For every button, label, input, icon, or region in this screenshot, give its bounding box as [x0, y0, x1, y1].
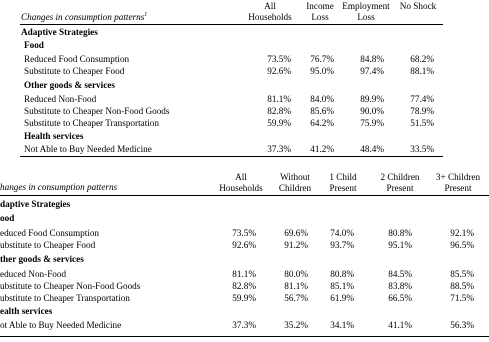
cell-2-children: 84.5% [388, 269, 412, 279]
cell-3plus-children: 92.1% [450, 228, 474, 238]
col-header-all-households [242, 1, 298, 23]
table-row [0, 320, 489, 332]
cell-all-households: 81.1% [232, 269, 256, 279]
cell-without-children: 80.0% [284, 269, 308, 279]
row-label: educed Non-Food [0, 269, 67, 279]
cell-all-households: 92.6% [232, 240, 256, 250]
cell-no-shock: 78.9% [410, 106, 434, 116]
table-row [0, 281, 489, 293]
col-header-income-loss [300, 1, 340, 23]
row-label: Substitute to Cheaper Transportation [24, 118, 159, 128]
cell-1-child: 61.9% [330, 293, 354, 303]
table-caption [21, 12, 147, 23]
cell-1-child: 80.8% [330, 269, 354, 279]
footnote-marker: 1 [144, 11, 148, 18]
col-header-line1: 2 Children [380, 172, 420, 182]
group-title-health: ealth services [0, 306, 53, 316]
col-header-line2: Loss [357, 12, 375, 22]
cell-3plus-children: 85.5% [450, 269, 474, 279]
cell-income-loss: 85.6% [310, 106, 334, 116]
col-header-line1: 3+ Children [435, 172, 481, 182]
cell-employment-loss: 89.9% [360, 94, 384, 104]
cell-all-households: 73.5% [232, 228, 256, 238]
row-label: ubstitute to Cheaper Non-Food Goods [0, 281, 141, 291]
cell-1-child: 85.1% [330, 281, 354, 291]
cell-2-children: 95.1% [388, 240, 412, 250]
row-label: ot Able to Buy Needed Medicine [0, 320, 122, 330]
row-label: ubstitute to Cheaper Food [0, 240, 96, 250]
cell-3plus-children: 96.5% [450, 240, 474, 250]
row-label: Reduced Food Consumption [24, 54, 130, 64]
cell-3plus-children: 71.5% [450, 293, 474, 303]
cell-all-households: 92.6% [267, 66, 291, 76]
cell-income-loss: 95.0% [310, 66, 334, 76]
header-rule [0, 195, 489, 196]
col-header-line2: No Shock [399, 1, 437, 11]
cell-without-children: 69.6% [284, 228, 308, 238]
cell-all-households: 59.9% [267, 118, 291, 128]
col-header-line2: Loss [311, 12, 329, 22]
caption-text: Changes in consumption patterns [21, 12, 145, 22]
col-header-line1: Employment [342, 1, 390, 11]
group-title-health: Health services [24, 131, 84, 141]
cell-income-loss: 84.0% [310, 94, 334, 104]
col-header-line1: All [235, 172, 247, 182]
cell-all-households: 59.9% [232, 293, 256, 303]
cell-all-households: 37.3% [267, 144, 291, 154]
table-row [0, 66, 489, 78]
row-label: Substitute to Cheaper Non-Food Goods [24, 106, 170, 116]
cell-without-children: 91.2% [284, 240, 308, 250]
table-row [0, 228, 489, 240]
cell-income-loss: 64.2% [310, 118, 334, 128]
col-header-line2: Present [386, 183, 414, 193]
cell-no-shock: 51.5% [410, 118, 434, 128]
row-label: ubstitute to Cheaper Transportation [0, 293, 130, 303]
row-label: Not Able to Buy Needed Medicine [24, 144, 152, 154]
col-header-line2: Present [329, 183, 357, 193]
cell-without-children: 56.7% [284, 293, 308, 303]
table-row [0, 144, 489, 156]
cell-3plus-children: 56.3% [450, 320, 474, 330]
cell-employment-loss: 97.4% [360, 66, 384, 76]
col-header-line1: Income [306, 1, 334, 11]
section-title: daptive Strategies [0, 199, 71, 209]
table-row [0, 269, 489, 281]
table-row [0, 94, 489, 106]
cell-2-children: 66.5% [388, 293, 412, 303]
cell-employment-loss: 75.9% [360, 118, 384, 128]
cell-no-shock: 88.1% [410, 66, 434, 76]
col-header-line2: Present [444, 183, 472, 193]
col-header-1-child [320, 172, 366, 194]
col-header-line1: All [264, 1, 276, 11]
cell-all-households: 82.8% [232, 281, 256, 291]
cell-without-children: 35.2% [284, 320, 308, 330]
col-header-line2: Households [248, 12, 292, 22]
cell-all-households: 37.3% [232, 320, 256, 330]
cell-all-households: 73.5% [267, 54, 291, 64]
table-row [0, 106, 489, 118]
table-row [0, 240, 489, 252]
col-header-all-households [212, 172, 270, 194]
cell-all-households: 81.1% [267, 94, 291, 104]
cell-2-children: 80.8% [388, 228, 412, 238]
bottom-rule [20, 156, 443, 157]
row-label: Substitute to Cheaper Food [24, 66, 125, 76]
cell-no-shock: 33.5% [410, 144, 434, 154]
col-header-no-shock [396, 1, 440, 12]
table-row [0, 54, 489, 66]
col-header-2-children [372, 172, 428, 194]
cell-income-loss: 41.2% [310, 144, 334, 154]
cell-employment-loss: 84.8% [360, 54, 384, 64]
col-header-line1: Without [280, 172, 310, 182]
cell-1-child: 34.1% [330, 320, 354, 330]
cell-no-shock: 77.4% [410, 94, 434, 104]
cell-without-children: 81.1% [284, 281, 308, 291]
col-header-3plus-children [428, 172, 488, 194]
row-label: educed Food Consumption [0, 228, 100, 238]
cell-2-children: 41.1% [388, 320, 412, 330]
col-header-line2: Households [219, 183, 263, 193]
col-header-employment-loss [341, 1, 391, 23]
cell-no-shock: 68.2% [410, 54, 434, 64]
col-header-line2: Children [278, 183, 312, 193]
group-title-other-goods: ther goods & services [0, 254, 84, 264]
cell-2-children: 83.8% [388, 281, 412, 291]
group-title-food: Food [24, 40, 44, 50]
table-row [0, 118, 489, 130]
group-title-food: ood [0, 213, 15, 223]
cell-income-loss: 76.7% [310, 54, 334, 64]
row-label: Reduced Non-Food [24, 94, 97, 104]
cell-employment-loss: 90.0% [360, 106, 384, 116]
cell-all-households: 82.8% [267, 106, 291, 116]
col-header-line1: 1 Child [329, 172, 357, 182]
group-title-other-goods: Other goods & services [24, 80, 115, 90]
bottom-rule [0, 336, 489, 337]
cell-employment-loss: 48.4% [360, 144, 384, 154]
cell-3plus-children: 88.5% [450, 281, 474, 291]
cell-1-child: 74.0% [330, 228, 354, 238]
table-caption: hanges in consumption patterns [0, 182, 118, 192]
table-row [0, 293, 489, 305]
section-title: Adaptive Strategies [21, 27, 98, 37]
cell-1-child: 93.7% [330, 240, 354, 250]
header-rule [20, 24, 443, 25]
col-header-without-children [272, 172, 318, 194]
